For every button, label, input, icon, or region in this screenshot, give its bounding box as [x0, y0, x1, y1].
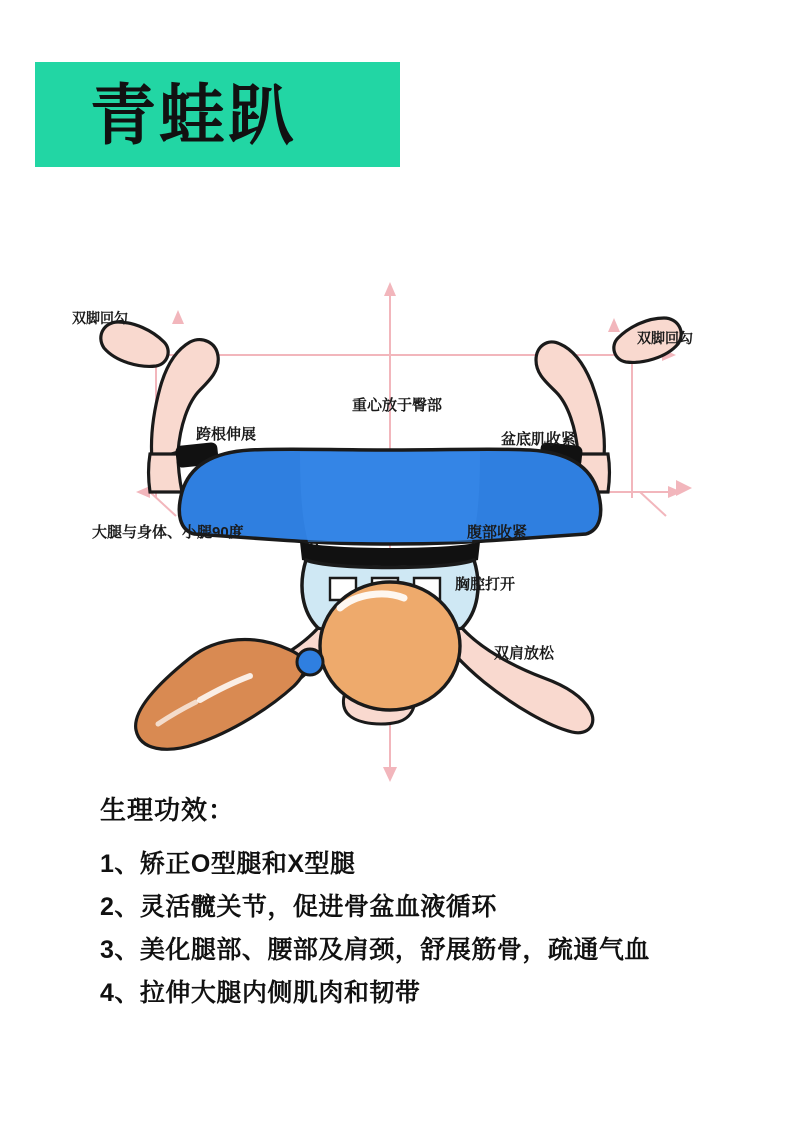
callout-feet-left: 双脚回勾 [72, 310, 128, 326]
benefits-heading: 生理功效： [100, 795, 236, 825]
callout-feet-right: 双脚回勾 [637, 330, 693, 346]
page-title: 青蛙趴 [90, 77, 297, 152]
benefits-item: 3、美化腿部、腰部及肩颈，舒展筋骨，疏通气血 [100, 936, 650, 964]
callout-shoulders: 双肩放松 [494, 645, 555, 662]
callout-chest-open: 胸腔打开 [455, 576, 516, 593]
callout-pelvic-floor: 盆底肌收紧 [501, 431, 577, 448]
title-banner [35, 62, 400, 167]
callout-center-hip: 重心放于臀部 [352, 397, 443, 414]
callout-abdomen: 腹部收紧 [467, 524, 528, 541]
benefits-list [100, 843, 740, 1015]
benefits-item: 2、灵活髋关节，促进骨盆血液循环 [100, 893, 497, 921]
benefits-section [100, 790, 740, 1015]
benefits-item: 4、拉伸大腿内侧肌肉和韧带 [100, 979, 421, 1007]
callout-leg-angle: 大腿与身体、小腿90度 [92, 524, 244, 541]
callout-hip-stretch: 跨根伸展 [196, 426, 257, 443]
benefits-item: 1、矫正O型腿和X型腿 [100, 850, 356, 878]
